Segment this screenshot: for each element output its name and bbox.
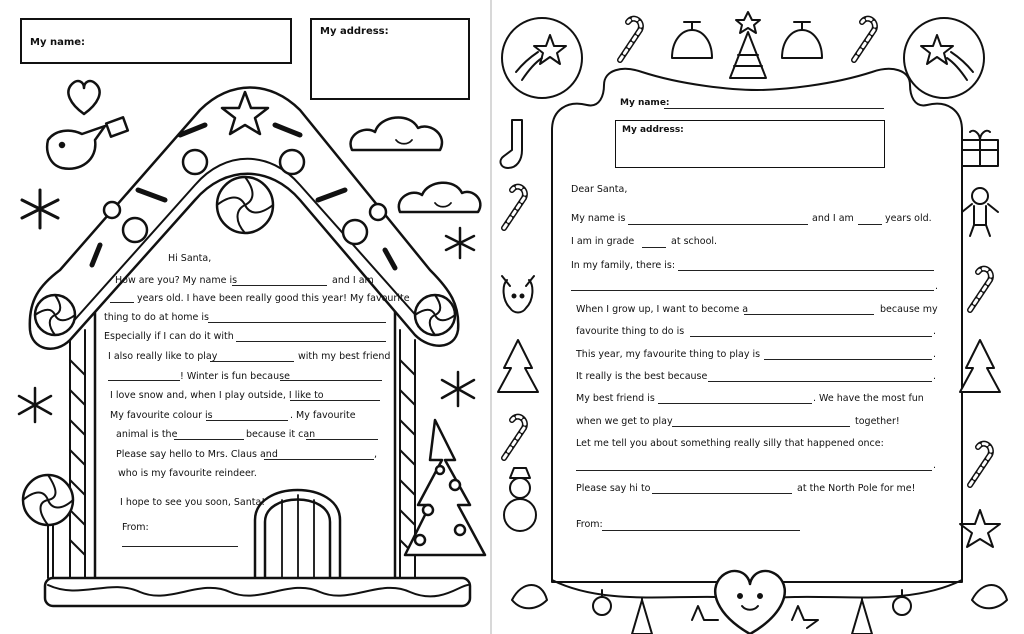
line-11-text: who is my favourite reindeer. <box>118 468 257 479</box>
play-blank[interactable] <box>210 361 294 362</box>
reindeer-blank[interactable] <box>264 459 374 460</box>
from-label: From: <box>122 522 149 533</box>
fav-do-period: . <box>933 326 937 337</box>
line-9-mid: because it can <box>246 429 316 440</box>
grow-line-a: When I grow up, I want to become a <box>576 304 749 315</box>
family-label: In my family, there is: <box>571 260 676 271</box>
play-line-a: when we get to play <box>576 416 673 427</box>
hi-blank[interactable] <box>652 493 792 494</box>
christmas-border-illustration <box>492 0 1024 634</box>
colour-blank[interactable] <box>206 420 288 421</box>
name-blank[interactable] <box>628 224 808 225</box>
line-5-end: with my best friend <box>298 351 391 362</box>
family-blank-1[interactable] <box>678 270 934 271</box>
silly-blank[interactable] <box>576 470 932 471</box>
from-label: From: <box>576 519 603 530</box>
line-8-text: My favourite colour is <box>110 410 213 421</box>
line-7-text: I love snow and, when I play outside, I like to <box>110 390 324 401</box>
friend-line-a: My best friend is <box>576 393 655 404</box>
line-10-text: Please say hello to Mrs. Claus and <box>116 449 278 460</box>
name-line-c: years old. <box>885 213 932 224</box>
outside-blank[interactable] <box>290 400 380 401</box>
silly-label: Let me tell you about something really silly that happened once: <box>576 438 884 449</box>
my-name-line[interactable] <box>664 108 884 109</box>
grade-line-b: at school. <box>671 236 718 247</box>
line-6-text: ! Winter is fun because <box>180 371 290 382</box>
age-blank[interactable] <box>858 224 882 225</box>
age-blank[interactable] <box>110 302 134 303</box>
family-period: . <box>935 281 939 292</box>
my-address-label: My address: <box>622 125 684 135</box>
animal-can-blank[interactable] <box>306 439 378 440</box>
grow-blank[interactable] <box>744 314 874 315</box>
greeting: Dear Santa, <box>571 184 628 195</box>
family-blank-2[interactable] <box>571 290 934 291</box>
fav-do-label: favourite thing to do is <box>576 326 685 337</box>
winter-blank[interactable] <box>280 380 382 381</box>
gingerbread-letter-page <box>0 0 490 634</box>
from-blank[interactable] <box>122 546 238 547</box>
my-name-box[interactable] <box>20 18 292 64</box>
line-2-text: years old. I have been really good this year! My favourite <box>137 293 410 304</box>
my-name-label: My name: <box>30 37 86 48</box>
play-line-b: together! <box>855 416 900 427</box>
line-1-text: How are you? My name is <box>115 275 238 286</box>
best-blank[interactable] <box>708 381 932 382</box>
my-address-box[interactable] <box>310 18 470 100</box>
fav-play-period: . <box>933 349 937 360</box>
greeting: Hi Santa, <box>168 253 212 264</box>
best-period: . <box>933 371 937 382</box>
my-address-box[interactable] <box>615 120 885 168</box>
hi-line-a: Please say hi to <box>576 483 651 494</box>
line-9-text: animal is the <box>116 429 178 440</box>
best-label: It really is the best because <box>576 371 708 382</box>
line-10-end: , <box>374 449 378 460</box>
fav-play-blank[interactable] <box>764 359 932 360</box>
hi-line-b: at the North Pole for me! <box>797 483 916 494</box>
animal-blank[interactable] <box>174 439 244 440</box>
fav-do-blank[interactable] <box>690 336 932 337</box>
line-8-end: . My favourite <box>290 410 356 421</box>
best-friend-blank[interactable] <box>108 380 180 381</box>
with-whom-blank[interactable] <box>236 341 386 342</box>
friend-line-b: . We have the most fun <box>813 393 924 404</box>
grow-line-b: because my <box>880 304 938 315</box>
fav-play-label: This year, my favourite thing to play is <box>576 349 761 360</box>
name-line-b: and I am <box>812 213 854 224</box>
grade-line-a: I am in grade <box>571 236 635 247</box>
line-1-end: and I am <box>332 275 374 286</box>
grade-blank[interactable] <box>642 247 666 248</box>
my-name-label: My name: <box>620 98 670 108</box>
friend-blank[interactable] <box>658 403 812 404</box>
closing: I hope to see you soon, Santa! <box>120 497 266 508</box>
home-activity-blank[interactable] <box>208 322 386 323</box>
from-blank[interactable] <box>602 530 800 531</box>
santa-letter-page <box>492 0 1024 634</box>
name-line-a: My name is <box>571 213 626 224</box>
my-address-label: My address: <box>320 26 389 37</box>
name-blank[interactable] <box>232 285 327 286</box>
line-3-text: thing to do at home is <box>104 312 209 323</box>
silly-period: . <box>933 460 937 471</box>
line-4-text: Especially if I can do it with <box>104 331 234 342</box>
line-5-text: I also really like to play <box>108 351 218 362</box>
play-blank[interactable] <box>672 426 850 427</box>
